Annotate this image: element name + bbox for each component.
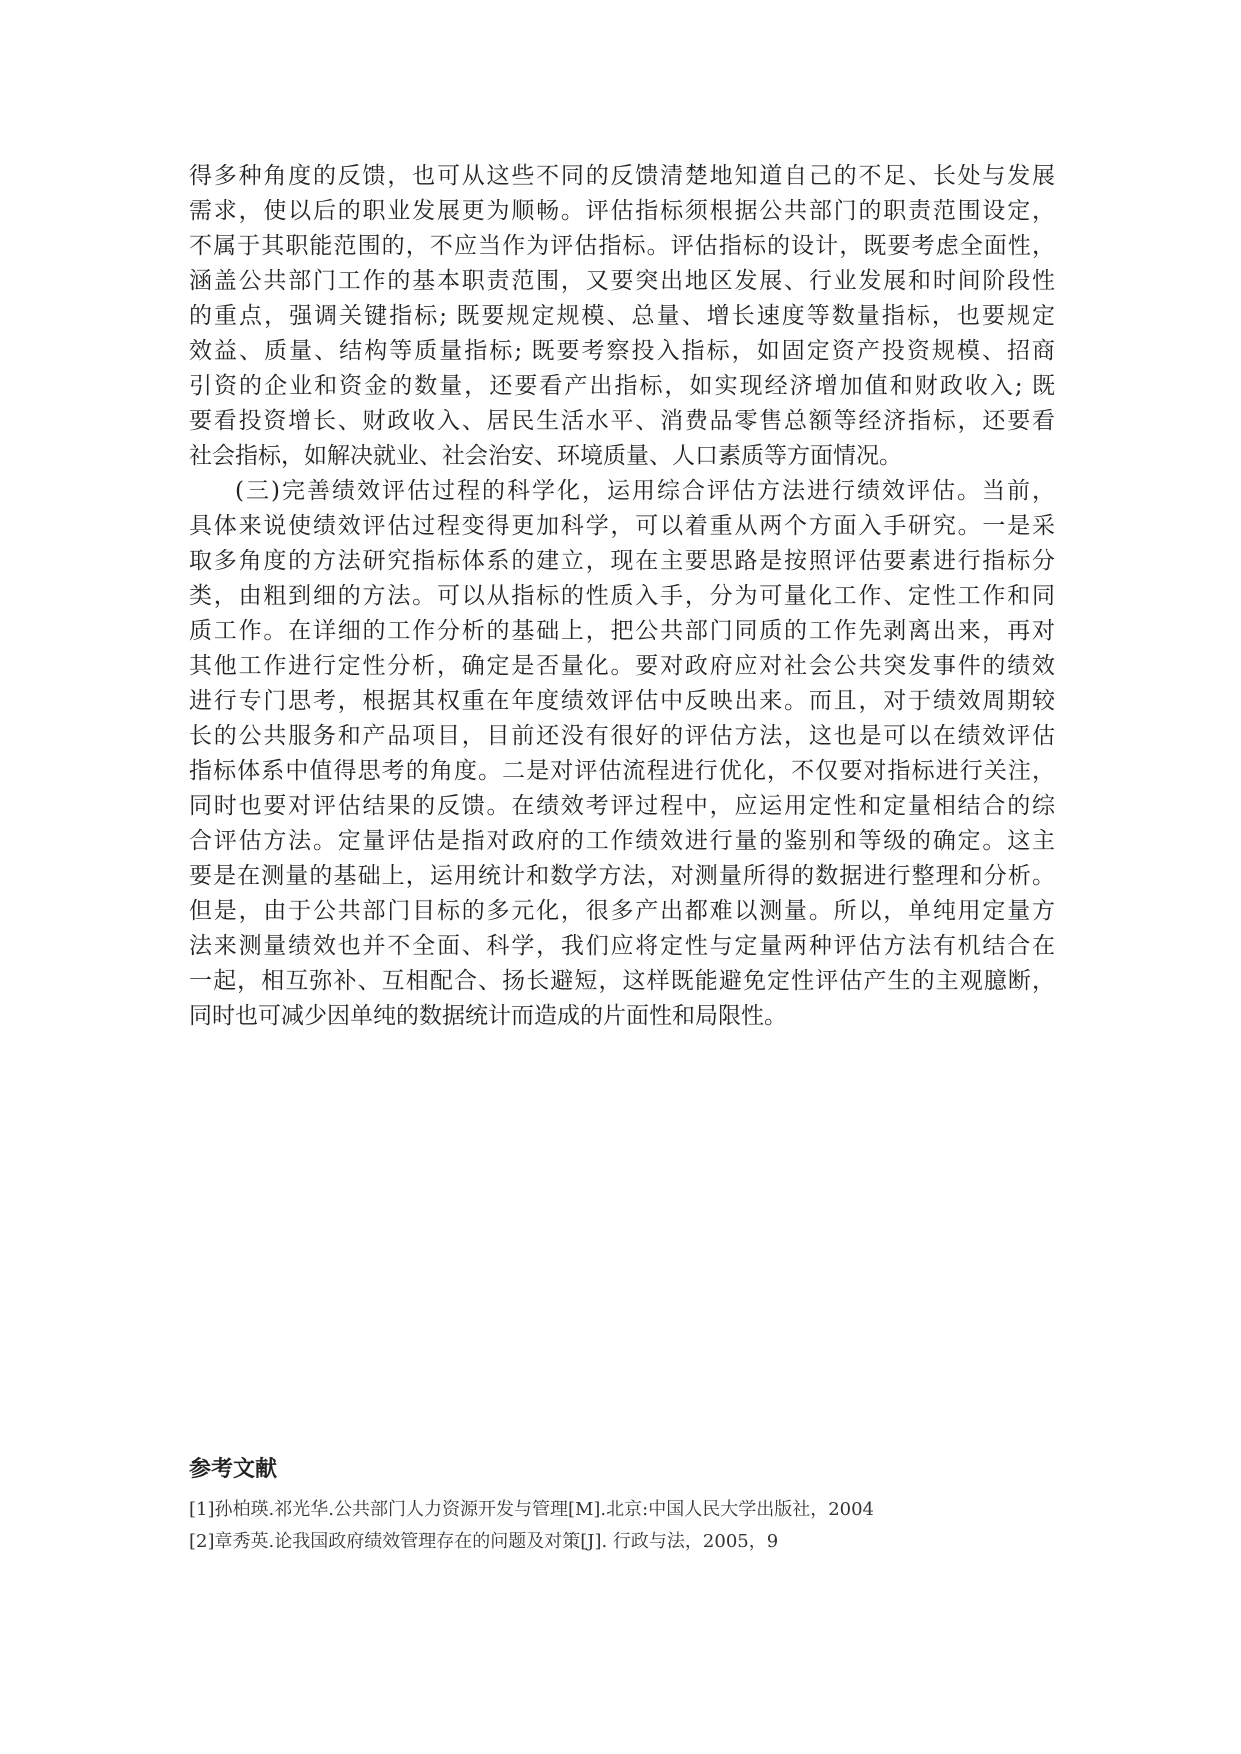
text-line: 但是，由于公共部门目标的多元化，很多产出都难以测量。所以，单纯用定量方 xyxy=(189,898,1055,924)
text-line: 引资的企业和资金的数量，还要看产出指标，如实现经济增加值和财政收入; 既 xyxy=(189,373,1055,399)
text-line: 法来测量绩效也并不全面、科学，我们应将定性与定量两种评估方法有机结合在 xyxy=(189,933,1055,959)
text-line: 涵盖公共部门工作的基本职责范围，又要突出地区发展、行业发展和时间阶段性 xyxy=(189,268,1055,294)
text-line: 社会指标，如解决就业、社会治安、环境质量、人口素质等方面情况。 xyxy=(189,443,902,469)
text-line: 类，由粗到细的方法。可以从指标的性质入手，分为可量化工作、定性工作和同 xyxy=(189,583,1055,609)
references-heading: 参考文献 xyxy=(189,1456,278,1482)
text-line: 进行专门思考，根据其权重在年度绩效评估中反映出来。而且，对于绩效周期较 xyxy=(189,688,1055,714)
text-line: 要看投资增长、财政收入、居民生活水平、消费品零售总额等经济指标，还要看 xyxy=(189,408,1055,434)
text-line: 同时也可减少因单纯的数据统计而造成的片面性和局限性。 xyxy=(189,1003,787,1029)
text-line: 一起，相互弥补、互相配合、扬长避短，这样既能避免定性评估产生的主观臆断， xyxy=(189,968,1055,994)
text-line: 其他工作进行定性分析，确定是否量化。要对政府应对社会公共突发事件的绩效 xyxy=(189,653,1055,679)
text-line: 要是在测量的基础上，运用统计和数学方法，对测量所得的数据进行整理和分析。 xyxy=(189,863,1055,889)
text-line: 合评估方法。定量评估是指对政府的工作绩效进行量的鉴别和等级的确定。这主 xyxy=(189,828,1055,854)
reference-item: [1]孙柏瑛.祁光华.公共部门人力资源开发与管理[M].北京:中国人民大学出版社，2004 xyxy=(189,1499,875,1520)
text-line: 不属于其职能范围的，不应当作为评估指标。评估指标的设计，既要考虑全面性， xyxy=(189,233,1055,259)
reference-item: [2]章秀英.论我国政府绩效管理存在的问题及对策[J]. 行政与法，2005，9 xyxy=(189,1531,779,1552)
text-line: (三)完善绩效评估过程的科学化，运用综合评估方法进行绩效评估。当前， xyxy=(235,478,1055,504)
text-line: 指标体系中值得思考的角度。二是对评估流程进行优化，不仅要对指标进行关注， xyxy=(189,758,1055,784)
text-line: 质工作。在详细的工作分析的基础上，把公共部门同质的工作先剥离出来，再对 xyxy=(189,618,1055,644)
text-line: 具体来说使绩效评估过程变得更加科学，可以着重从两个方面入手研究。一是采 xyxy=(189,513,1055,539)
text-line: 需求，使以后的职业发展更为顺畅。评估指标须根据公共部门的职责范围设定， xyxy=(189,198,1055,224)
text-line: 同时也要对评估结果的反馈。在绩效考评过程中，应运用定性和定量相结合的综 xyxy=(189,793,1055,819)
text-line: 取多角度的方法研究指标体系的建立，现在主要思路是按照评估要素进行指标分 xyxy=(189,548,1055,574)
text-line: 得多种角度的反馈，也可从这些不同的反馈清楚地知道自己的不足、长处与发展 xyxy=(189,163,1055,189)
text-line: 长的公共服务和产品项目，目前还没有很好的评估方法，这也是可以在绩效评估 xyxy=(189,723,1055,749)
text-line: 效益、质量、结构等质量指标; 既要考察投入指标，如固定资产投资规模、招商 xyxy=(189,338,1055,364)
text-line: 的重点，强调关键指标; 既要规定规模、总量、增长速度等数量指标，也要规定 xyxy=(189,303,1055,329)
